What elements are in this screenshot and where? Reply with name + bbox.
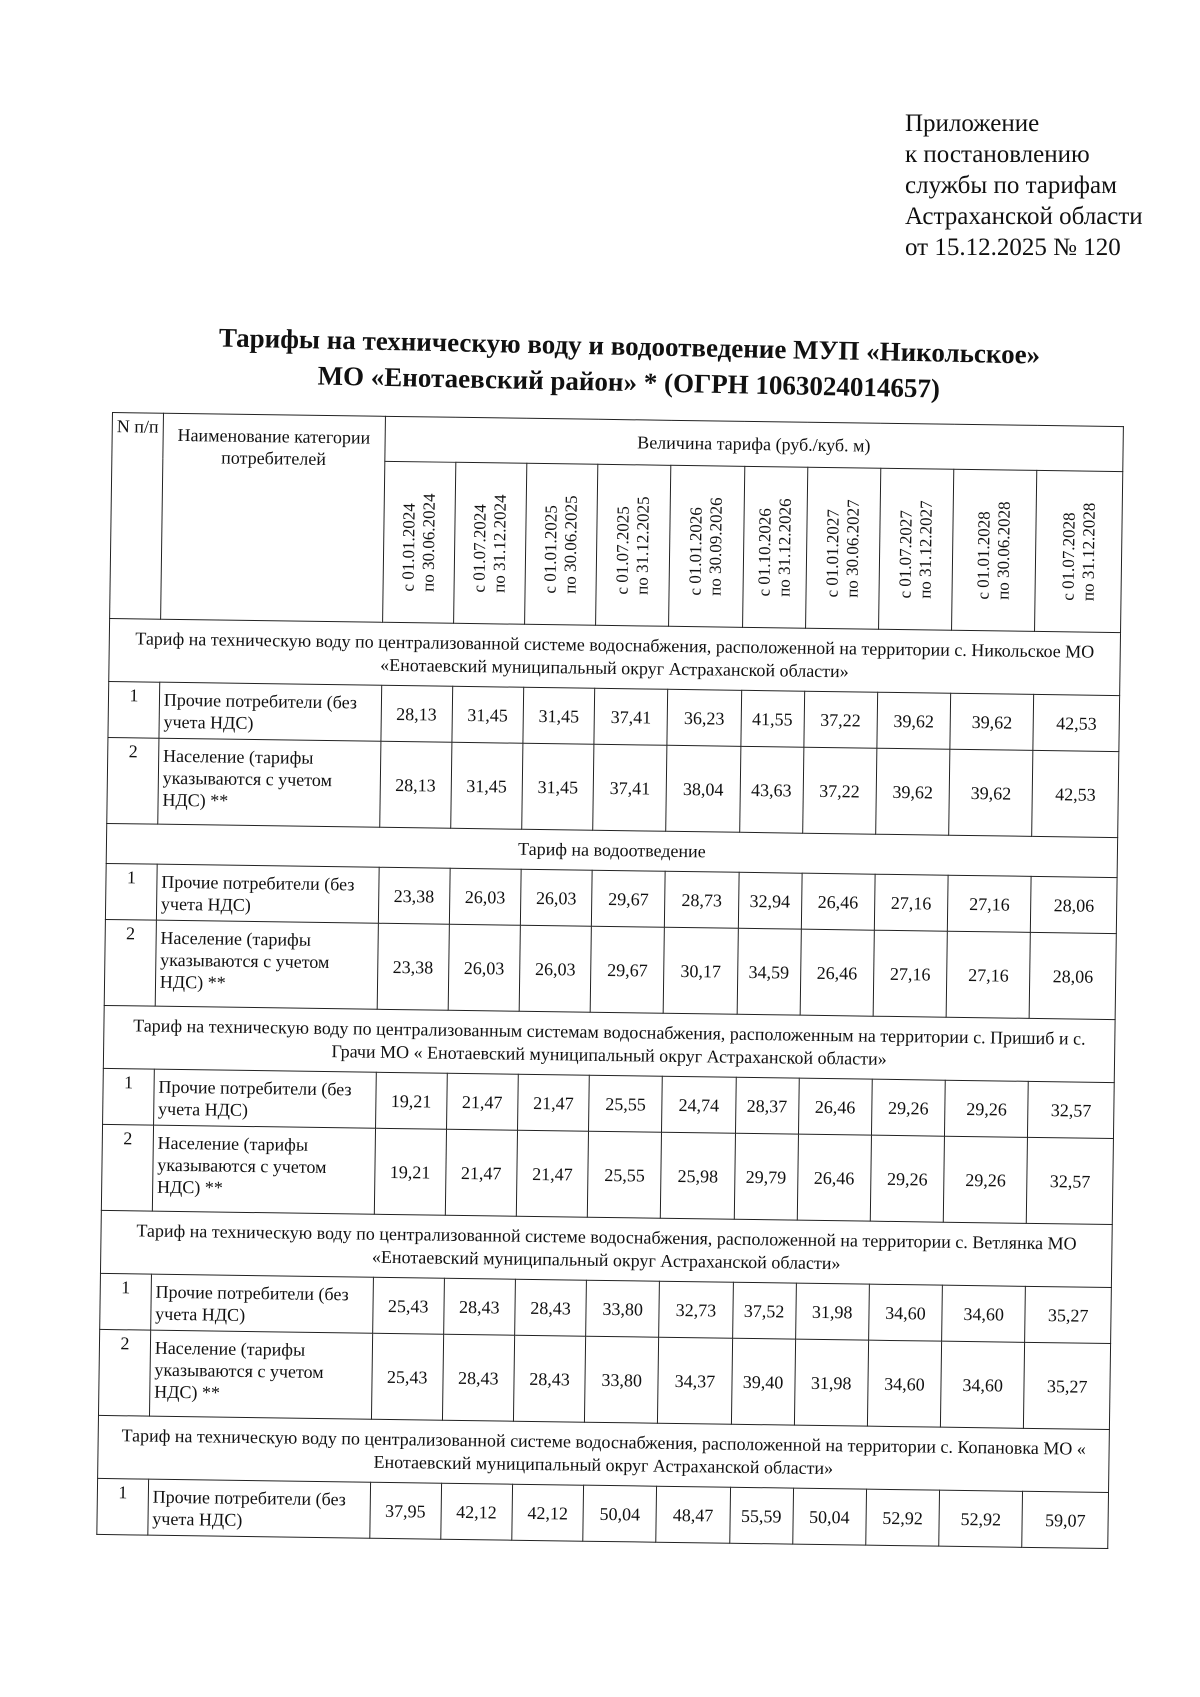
title-line-2: МО «Енотаевский район» * (ОГРН 1063024014657) [317,360,941,404]
tariff-value: 28,73 [665,871,739,928]
tariff-value: 26,46 [797,1134,871,1221]
row-number: 2 [98,1329,150,1416]
period-header [453,462,526,624]
period-header [596,464,671,626]
tariff-value: 28,43 [442,1334,514,1421]
row-category: Население (тарифы указываются с учетом НДС) ** [149,1330,372,1419]
period-from: с 01.10.2026 [754,507,775,597]
row-number: 2 [101,1124,153,1211]
table-row [101,1124,1113,1224]
row-category: Прочие потребители (без учета НДС) [148,1479,370,1538]
tariff-value: 41,55 [740,690,804,747]
period-from: с 01.01.2027 [822,508,843,598]
period-to: по 30.06.2028 [993,501,1015,600]
section-heading: Тариф на техническую воду по централизованной системе водоснабжения, расположенной на территории с. Ветлянка МО «Енотаевский муниципальный округ Астраханской области» [100,1210,1112,1287]
tariff-value: 36,23 [667,689,741,746]
period-label [613,496,654,595]
tariff-value: 19,21 [374,1128,446,1215]
header-category: Наименование категории потребителей [160,413,385,622]
tariff-value: 31,45 [452,686,524,743]
row-number: 1 [103,1068,155,1125]
table-row [104,919,1116,1019]
tariff-value: 26,46 [801,873,875,930]
period-label [1058,502,1099,601]
row-number: 1 [105,863,157,920]
period-label [686,497,727,596]
tariff-value: 39,40 [731,1338,795,1425]
tariff-value: 34,60 [867,1340,941,1427]
period-from: с 01.01.2028 [973,510,994,600]
tariff-value: 55,59 [729,1487,793,1544]
tariff-value: 31,98 [794,1339,868,1426]
row-category: Прочие потребители (без учета НДС) [151,1274,373,1333]
row-number: 2 [104,919,156,1006]
tariff-value: 32,73 [659,1281,733,1338]
tariff-value: 37,95 [369,1482,441,1539]
tariff-value: 34,60 [868,1284,942,1341]
tariff-value: 48,47 [656,1486,730,1543]
tariff-value: 50,04 [583,1485,657,1542]
tariff-value: 37,22 [803,691,877,748]
document-title [148,318,1109,410]
tariff-value: 31,45 [523,687,595,744]
tariff-value: 28,43 [513,1335,585,1422]
tariff-value: 26,46 [798,1078,872,1135]
tariff-value: 34,37 [658,1337,732,1424]
tariff-value: 42,12 [512,1484,584,1541]
tariff-table [96,412,1124,1549]
period-to: по 31.12.2026 [774,498,795,597]
tariff-value: 31,98 [795,1283,869,1340]
tariff-value: 29,79 [734,1133,798,1220]
row-category: Прочие потребители (без учета НДС) [159,682,381,741]
tariff-value: 27,16 [946,931,1031,1018]
tariff-value: 19,21 [375,1072,447,1129]
section-heading: Тариф на техническую воду по централизованным системам водоснабжения, расположенным на территории с. Пришиб и с. Грачи МО « Енотаевский муниципальный округ Астраханской области» [103,1005,1115,1082]
tariff-value: 21,47 [517,1074,589,1131]
table-row [98,1329,1110,1429]
tariff-value: 28,43 [443,1278,515,1335]
tariff-value: 23,38 [377,923,449,1010]
tariff-value: 25,43 [372,1277,444,1334]
title-line-1: Тарифы на техническую воду и водоотведение МУП «Никольское» [218,322,1041,370]
appendix-line: к постановлению [905,141,1090,168]
row-number: 1 [100,1273,152,1330]
period-to: по 31.12.2025 [632,496,654,595]
tariff-table-wrapper [96,412,1124,1549]
header-value-caption: Величина тарифа (руб./куб. м) [384,416,1123,471]
tariff-value: 31,45 [450,742,522,829]
tariff-value: 42,12 [441,1483,513,1540]
period-from: с 01.07.2028 [1058,512,1079,601]
period-header [878,468,953,630]
tariff-value: 29,26 [871,1079,945,1136]
tariff-value: 25,55 [587,1131,661,1218]
period-to: по 31.12.2027 [915,500,936,599]
tariff-value: 26,03 [519,925,591,1012]
tariff-value: 35,27 [1024,1342,1111,1429]
tariff-value: 33,80 [585,1336,659,1423]
tariff-value: 42,53 [1032,750,1119,837]
period-to: по 30.06.2027 [842,499,863,598]
period-header [1035,470,1123,632]
period-to: по 30.06.2025 [560,495,581,594]
tariff-value: 34,59 [737,928,801,1015]
header-num: N п/п [110,413,164,620]
period-header [952,469,1038,631]
tariff-value: 26,03 [449,868,521,925]
period-header [669,465,744,627]
row-number: 1 [108,681,160,738]
period-to: по 31.12.2028 [1078,502,1099,601]
tariff-value: 25,98 [661,1132,735,1219]
row-category: Население (тарифы указываются с учетом НДС) ** [158,738,381,827]
row-category: Прочие потребители (без учета НДС) [153,1069,375,1128]
tariff-value: 32,57 [1028,1081,1114,1138]
tariff-value: 39,62 [875,748,949,835]
tariff-value: 25,43 [371,1333,443,1420]
tariff-value: 59,07 [1022,1491,1108,1548]
tariff-value: 37,52 [732,1282,796,1339]
tariff-value: 21,47 [445,1129,517,1216]
period-from: с 01.01.2025 [540,504,561,594]
tariff-value: 39,62 [877,692,951,749]
period-to: по 30.06.2024 [418,493,439,592]
tariff-value: 43,63 [739,746,803,833]
period-from: с 01.01.2026 [685,506,707,596]
period-from: с 01.01.2024 [398,502,419,592]
tariff-value: 27,16 [874,874,948,931]
tariff-value: 29,67 [590,926,664,1013]
period-to: по 31.12.2024 [489,494,510,593]
section-heading: Тариф на техническую воду по централизованной системе водоснабжения, расположенной на территории с. Никольское МО «Енотаевский муниципальный округ Астраханской области» [109,618,1121,695]
tariff-value: 29,67 [591,870,665,927]
tariff-value: 50,04 [792,1488,866,1545]
tariff-value: 52,92 [939,1490,1023,1547]
tariff-value: 42,53 [1033,694,1119,751]
tariff-value: 25,55 [589,1075,663,1132]
tariff-value: 34,60 [942,1285,1026,1342]
period-header [742,466,807,628]
tariff-value: 24,74 [662,1076,736,1133]
period-to: по 30.09.2026 [705,497,727,596]
tariff-value: 32,57 [1027,1137,1114,1224]
tariff-value: 28,06 [1031,876,1117,933]
tariff-value: 37,41 [594,688,668,745]
tariff-value: 28,13 [380,685,452,742]
section-heading: Тариф на водоотведение [106,823,1117,877]
period-label [754,498,795,597]
period-label [895,500,936,599]
period-from: с 01.07.2025 [612,505,633,595]
row-category: Население (тарифы указываются с учетом НДС) ** [152,1125,375,1214]
row-number: 2 [107,737,159,824]
tariff-value: 33,80 [586,1280,660,1337]
period-label [974,501,1015,600]
tariff-value: 26,03 [448,924,520,1011]
tariff-value: 34,60 [940,1341,1025,1428]
tariff-value: 38,04 [666,745,740,832]
tariff-value: 26,46 [800,929,874,1016]
header-row [112,413,1124,472]
period-header [382,461,455,623]
tariff-value: 29,26 [945,1080,1029,1137]
period-label [822,499,863,598]
period-label [469,494,510,593]
tariff-value: 28,13 [379,741,451,828]
appendix-line: службы по тарифам [905,172,1117,199]
tariff-value: 27,16 [873,930,947,1017]
period-header [805,467,880,629]
tariff-value: 32,94 [738,872,802,929]
tariff-value: 23,38 [378,867,450,924]
tariff-value: 28,43 [515,1279,587,1336]
appendix-line: Астраханской области [905,203,1143,230]
tariff-value: 30,17 [663,927,737,1014]
period-from: с 01.07.2027 [895,509,916,599]
tariff-value: 28,37 [735,1077,799,1134]
tariff-value: 39,62 [950,693,1034,750]
appendix-line: от 15.12.2025 № 120 [905,234,1121,261]
tariff-value: 21,47 [446,1073,518,1130]
tariff-value: 26,03 [520,869,592,926]
tariff-value: 39,62 [949,749,1034,836]
period-header [524,463,597,625]
tariff-value: 29,26 [870,1135,944,1222]
period-label [398,493,439,592]
tariff-value: 21,47 [516,1130,588,1217]
table-row [107,737,1119,837]
section-heading: Тариф на техническую воду по централизованной системе водоснабжения, расположенной на территории с. Копановка МО « Енотаевский муниципальный округ Астраханской области» [98,1415,1110,1492]
tariff-value: 37,22 [802,747,876,834]
row-category: Население (тарифы указываются с учетом НДС) ** [155,920,378,1009]
appendix-line: Приложение [905,110,1040,137]
period-label [541,495,582,594]
tariff-value: 52,92 [866,1489,940,1546]
tariff-value: 31,45 [522,743,594,830]
row-number: 1 [97,1478,149,1535]
appendix-block [905,108,1143,263]
tariff-value: 29,26 [943,1136,1028,1223]
tariff-value: 27,16 [947,875,1031,932]
period-from: с 01.07.2024 [469,503,490,593]
row-category: Прочие потребители (без учета НДС) [156,864,378,923]
tariff-value: 35,27 [1025,1286,1111,1343]
tariff-value: 28,06 [1030,932,1117,1019]
tariff-value: 37,41 [593,744,667,831]
